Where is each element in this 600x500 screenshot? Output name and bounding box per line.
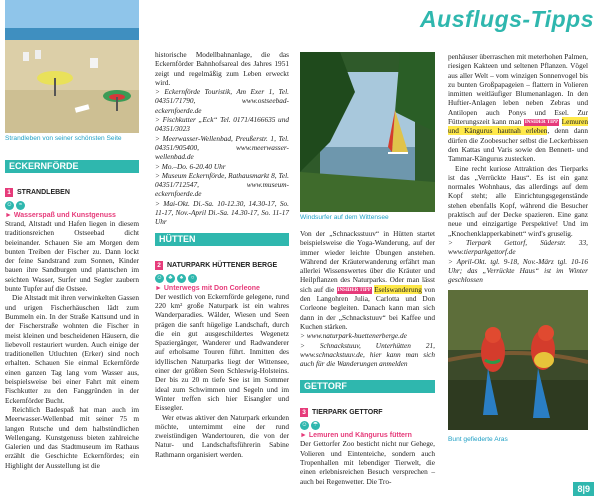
paragraph: Wer etwas aktiver den Naturpark erkunden möchte, unternimmt eine der rund zweistündigen Wandertouren, die von der Natur- und Landschaftsführerin Sabine Rathmann organisiert werden. [155,412,289,459]
beach-photo [5,0,139,133]
family-icon: ☺ [6,202,13,208]
page-title: Ausflugs-Tipps [420,6,594,32]
entry-number: 1 [5,188,13,197]
section-header-gettorf [300,380,435,393]
paragraph-text: Von der „Schnacksstuuv“ in Hütten startet beispielsweise die Yoga-Wanderung, auf der immer wieder leichte Übungen anstehen. Während der Kräuterwanderung erfährt man allerlei Wissenswertes über die Kräuter und Heilpflanzen des Naturparks. Oder man lässt sich auf die [300,229,435,294]
insider-tip-badge: INSIDER TIPP [337,287,371,293]
insider-tip-text: Lemuren und Kängurus hautnah erleben [448,117,588,136]
article-text [5,219,139,470]
section-header-huetten [155,233,289,246]
paragraph-text: , denn dann dürfen die Zoobesucher selbst die Leckerbissen den Kattas und Varis sowie den Bennett- und Tammar-Kängurus zustecken. [448,126,588,164]
entry-number: 2 [155,261,163,270]
section-label: ECKERNFÖRDE [9,161,79,171]
entry-title: TIERPARK GETTORF [312,409,383,417]
category-icons [300,421,435,430]
paragraph: Strand, Altstadt und Hafen liegen in diesem traditionsreichen Ostseebad dicht beieinander. Schauen Sie am Morgen dem bunten Treiben der Fischer zu. Dann lockt der feine Sandstrand zum Sonnen, Kinder bauen ihre Sandburgen und plantschen im seichten Wasser, Surfer und Segler zaubern bunte Tupfer auf die Ostsee. [5,219,139,294]
highlight-text: Unterwegs mit Don Corleone [163,284,260,292]
paragraph: Eine recht kuriose Attraktion des Tierparks ist das „Verrückte Haus“. Es ist ein ganz normales Wohnhaus, das allerdings auf dem Kopf steht; alle Einrichtungsgegenstände stehen ebenfalls Kopf, während die Besucher praktisch auf der Decke spazieren. Eine ganz neue und einzigartige Perspektive! Und im „Knochenklapperkabinett“ wird's gruselig. [448,163,588,238]
page-number: 8|9 [573,482,594,496]
info-line: > April-Okt. tgl. 9-18, Nov.-März tgl. 10-16 Uhr; das „Verrückte Haus“ ist im Winter geschlossen [448,256,588,285]
parrots-photo [448,290,588,430]
paragraph-text: von den Langohren Julia, Carlotta und Don Corleone begleiten. Danach kann man sich dann in der „Schnackstuuv“ bei Kaffee und Kuchen stärken. [300,284,436,331]
insider-tip-badge: INSIDER TIPP [524,120,559,126]
section-label: HÜTTEN [159,233,196,244]
article-text [448,52,588,284]
info-line: > Museum Eckernförde, Rathausmarkt 8, Tel. 04351/712547, www.museum-eckernfoerde.de [155,170,289,199]
info-line: > Mai-Okt. Di.-Sa. 10-12.30, 14.30-17, So. 11-17, Nov.-April Di.-Sa. 14.30-17, So. 11-17 Uhr [155,198,289,227]
category-icons [5,201,139,210]
info-line: > www.naturpark-huettenerberge.de [300,331,407,341]
section-header-eckernfoerde [5,160,139,173]
paragraph: Der westlich von Eckernförde gelegene, rund 220 km² große Naturpark ist ein wahres Wanderparadies. Wälder, Wiesen und Seen prägen die sanft hügelige Landschaft, durch die ein gut ausgeschildertes Wegenetz Spaziergänger, Wanderer und Radwanderer auf erholsame Touren führt. Inmitten des idyllischen Naturparks liegt der Wittensee, einer der größten Seen Schleswig-Holsteins. Der bis zu 20 m tiefe See ist im Sommer ideal zum Schwimmen und Segeln und im Winter treffen sich hier Eisangler und Eissegler. [155,291,289,413]
highlight-line: ► Unterwegs mit Don Corleone [155,284,260,292]
category-icons [155,274,289,283]
article-text [300,439,435,485]
paragraph [448,52,588,164]
family-icon: ☺ [301,422,308,429]
parrots-caption: Bunt gefiederte Aras [448,436,508,443]
entry-title: NATURPARK HÜTTENER BERGE [167,261,278,269]
insider-tip-text: Eselswanderung [374,284,422,294]
article-text [155,50,289,227]
paragraph: Die Altstadt mit ihren verwinkelten Gassen und urigen Fischerhäuschen lädt zum Bummeln ein. In der Straße Kattsund und in der Fischerstraße wohnten die Fischer in meist kleinen und bescheidenen Häusern, die liebevoll restauriert wurden. Auch einige der traditionellen Utluchten (Erker) sind noch erhalten. Schauen Sie einmal Eckernförde einen ganzen Tag lang vom Wasser aus, beispielsweise bei einer Fahrt mit einem Fischkutter zu den Fanggründen in der Eckernförder Bucht. [5,293,139,405]
article-text [155,292,289,459]
entry-title: STRANDLEBEN [17,189,70,196]
paragraph: historische Modellbahnanlage, die das Eckernförder Bahnhofsareal des Jahres 1951 zeigt und regelmäßig zum Leben erweckt wird. [155,50,289,87]
article-text [300,229,435,368]
highlight-text: Wasserspaß und Kunstgenuss [13,212,116,219]
bike-icon: ○ [188,274,197,283]
highlight-line: ► Wasserspaß und Kunstgenuss [5,212,116,219]
paragraph: Der Gettorfer Zoo besticht nicht nur Gehege, Volieren und Eintenteiche, sondern auch Tropenhallen mit lebendiger Tierwelt, die einen erlebnisreichen Besuch versprechen – auch bei Regenwetter. Die Tro- [300,439,435,486]
info-line: > Fischkutter „Eck“ Tel. 0171/4166635 und 04351/3023 [155,115,289,134]
paragraph: Reichlich Badespaß hat man auch im Meerwasser-Wellenbad mit seiner 75 m langen Rutsche und dem halbstündlichen Wellengang. Kunstgenuss bieten zahlreiche Galerien und das Stadtmuseum im Rathaus erzählt die Geschichte Eckernfördes; ein Highlight der Ausstellung ist die [5,404,139,470]
rain-icon: ☂ [312,422,319,429]
info-line: > Eckernförde Touristik, Am Exer 1, Tel. 04351/71790, www.ostseebad-eckernfoerde.de [155,87,289,115]
nature-icon: ♠ [177,274,186,283]
paragraph [300,229,435,331]
info-line: > Schnackstuuv, Unterhütten 21, www.schnackstuuv.de, hier kann man sich auch für die Wanderungen anmelden [300,340,435,369]
highlight-line: ► Lemuren und Kängurus füttern [300,432,412,440]
section-label: GETTORF [304,381,347,392]
entry-number: 3 [300,408,308,417]
paragraph-text: penhäuser überraschen mit meterhohen Palmen, riesigen Kakteen und seltenen Pflanzen. Vögel aus aller Welt – vom winzigen Sonnenvogel bis zu bunten Großpapageien – flattern in Volieren inmitten weitläufiger Blumenanlagen. In den Huftier-Anlagen leben neben Zebras und Antilopen auch Ponys und Esel. Zur Fütterungszeit kann man [448,52,589,127]
hiking-icon: ♣ [166,274,175,283]
family-icon: ☺ [156,274,163,281]
info-line: > Mo.–Do. 6-20.40 Uhr [155,161,226,171]
info-line: > Tierpark Gettorf, Süderstr. 33, www.tierparkgettorf.de [448,237,588,257]
swim-icon: ≈ [16,201,25,210]
beach-caption: Strandleben von seiner schönsten Seite [5,135,122,142]
windsurfer-photo [300,52,435,212]
info-line: > Meerwasser-Wellenbad, Preußerstr. 1, Tel. 04351/905400, www.meerwasser-wellenbad.de [155,133,289,162]
windsurfer-caption: Windsurfer auf dem Wittensee [300,214,389,221]
highlight-text: Lemuren und Kängurus füttern [308,432,412,440]
